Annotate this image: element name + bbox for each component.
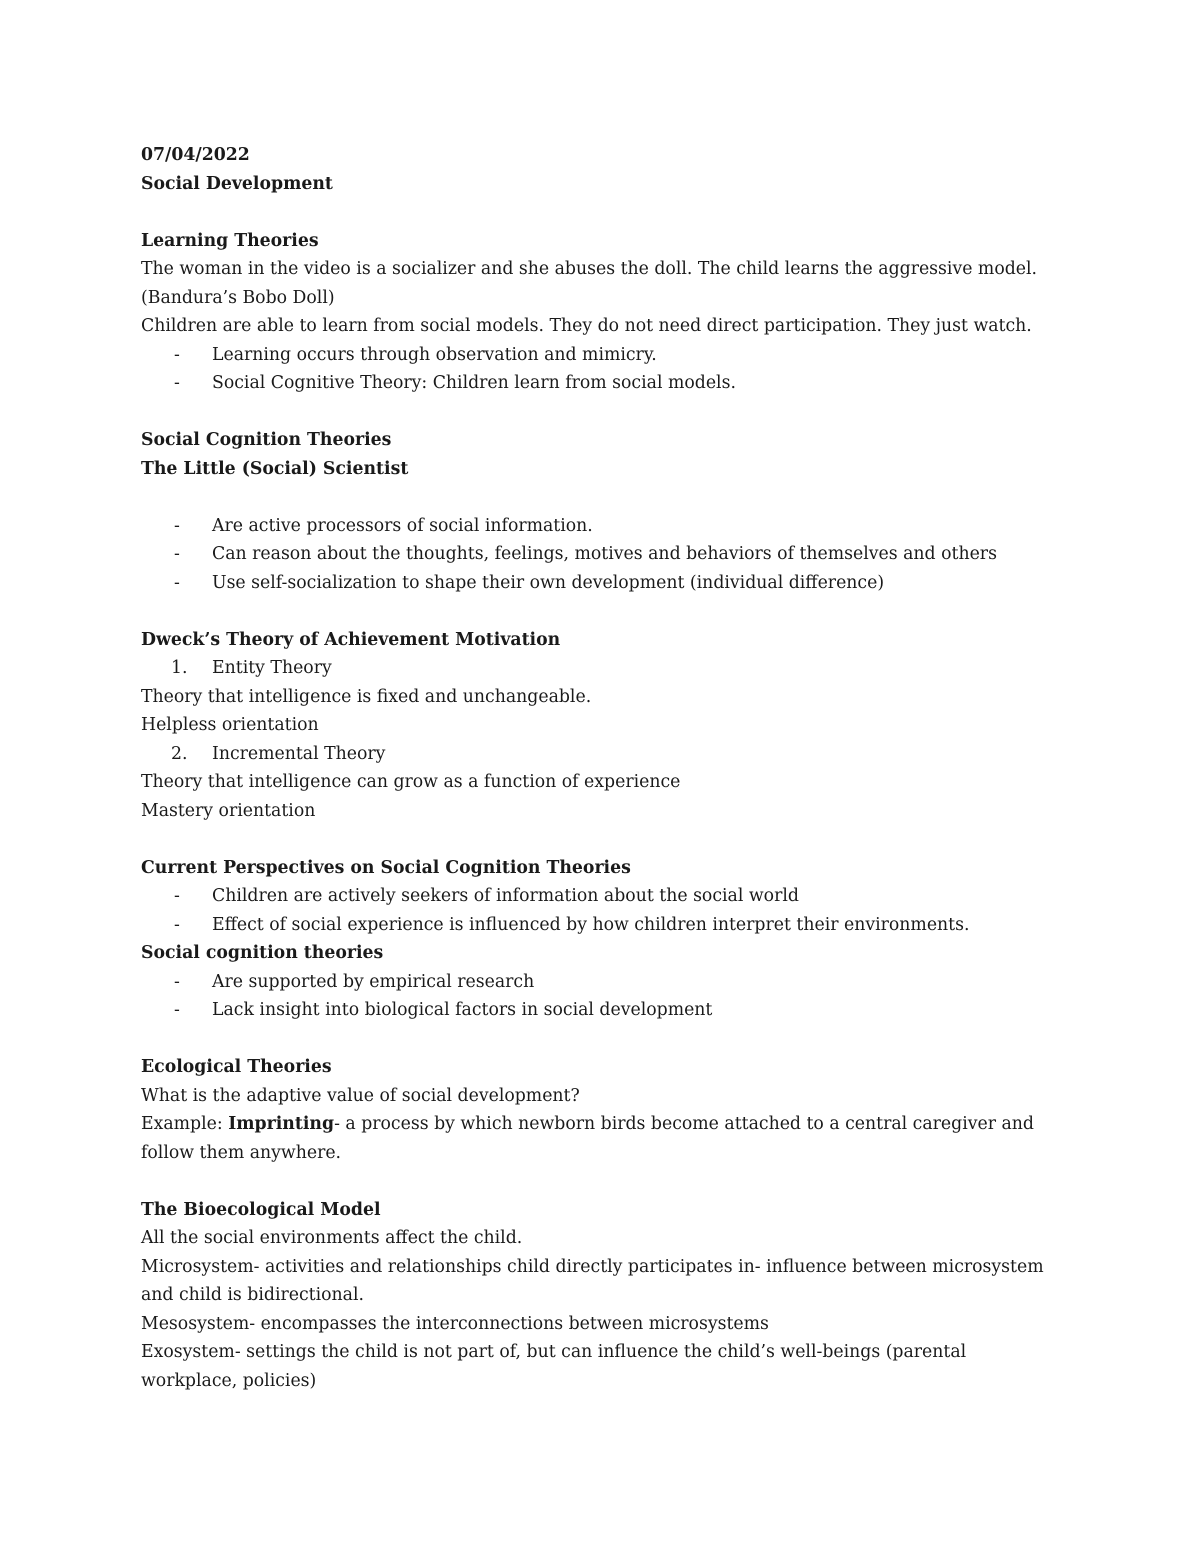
spacer [141, 398, 1061, 427]
spacer [141, 483, 1061, 512]
dweck-item2-orientation: Mastery orientation [141, 800, 316, 821]
dweck-heading: Dweck’s Theory of Achievement Motivation [141, 629, 561, 650]
list-item-text: Lack insight into biological factors in social development [212, 1000, 713, 1020]
dweck-item1-description: Theory that intelligence is fixed and unchangeable. [141, 686, 592, 707]
bullet-marker: - [174, 886, 180, 906]
list-item-text: Are active processors of social information. [212, 515, 593, 536]
list-item-text: Can reason about the thoughts, feelings, motives and behaviors of themselves and others [212, 544, 997, 564]
list-item-text: Children are actively seekers of information about the social world [212, 886, 799, 906]
list-item-text: Use self-socialization to shape their own development (individual difference) [212, 572, 885, 593]
ecological-paragraph: What is the adaptive value of social development? [141, 1085, 580, 1106]
learning-heading: Learning Theories [141, 230, 319, 251]
spacer [141, 1025, 1061, 1054]
numbered-item-text: Incremental Theory [212, 743, 386, 764]
spacer [141, 198, 1061, 227]
list-item [141, 882, 1061, 911]
microsystem-paragraph: Microsystem- activities and relationships child directly participates in- influence between microsystem and child is bidirectional. [141, 1256, 1044, 1305]
social-cognition-subheading: The Little (Social) Scientist [141, 458, 409, 479]
list-item [141, 968, 1061, 997]
example-prefix: Example: [141, 1114, 229, 1134]
list-item [141, 911, 1061, 940]
social-cognition-heading: Social Cognition Theories [141, 430, 392, 450]
list-item [141, 996, 1061, 1025]
numbered-item-text: Entity Theory [212, 658, 332, 678]
bullet-marker: - [174, 914, 180, 935]
bullet-marker: - [174, 373, 180, 393]
ecological-example [141, 1110, 1061, 1167]
bullet-marker: - [174, 572, 180, 593]
list-item [141, 341, 1061, 370]
list-item [141, 369, 1061, 398]
numbered-item [141, 654, 1061, 683]
mesosystem-paragraph: Mesosystem- encompasses the interconnections between microsystems [141, 1313, 769, 1334]
bullet-marker: - [174, 1000, 180, 1020]
dweck-item2-description: Theory that intelligence can grow as a function of experience [141, 772, 681, 792]
bullet-marker: - [174, 971, 180, 992]
spacer [141, 1167, 1061, 1196]
current-perspectives-heading: Current Perspectives on Social Cognition Theories [141, 857, 631, 878]
bioecological-paragraph-1: All the social environments affect the child. [141, 1228, 523, 1248]
list-item-text: Effect of social experience is influenced by how children interpret their environments. [212, 914, 970, 935]
learning-paragraph-1: The woman in the video is a socializer and she abuses the doll. The child learns the aggressive model. [141, 259, 1038, 279]
list-item [141, 569, 1061, 598]
spacer [141, 825, 1061, 854]
numbered-item [141, 740, 1061, 769]
social-cognition-theories-subheading: Social cognition theories [141, 943, 384, 963]
note-title: Social Development [141, 173, 333, 194]
number-marker: 1. [171, 658, 188, 678]
spacer [141, 597, 1061, 626]
number-marker: 2. [171, 743, 188, 764]
list-item-text: Social Cognitive Theory: Children learn from social models. [212, 373, 736, 393]
bullet-marker: - [174, 544, 180, 564]
list-item-text: Are supported by empirical research [212, 971, 535, 992]
ecological-heading: Ecological Theories [141, 1057, 332, 1077]
learning-paragraph-2: (Bandura’s Bobo Doll) [141, 287, 335, 308]
bullet-marker: - [174, 515, 180, 536]
bullet-marker: - [174, 344, 180, 365]
dweck-item1-orientation: Helpless orientation [141, 715, 319, 735]
document-page [141, 141, 1061, 1395]
list-item [141, 540, 1061, 569]
example-term: Imprinting [228, 1114, 335, 1134]
bioecological-heading: The Bioecological Model [141, 1199, 381, 1220]
list-item [141, 512, 1061, 541]
example-text: - a process by which newborn birds become attached to a central caregiver and follow them anywhere. [141, 1114, 1034, 1163]
learning-paragraph-3: Children are able to learn from social models. They do not need direct participation. They just watch. [141, 316, 1032, 336]
exosystem-paragraph: Exosystem- settings the child is not part of, but can influence the child’s well-beings (parental workplace, policies) [141, 1342, 967, 1391]
note-date: 07/04/2022 [141, 145, 250, 165]
list-item-text: Learning occurs through observation and mimicry. [212, 344, 657, 365]
